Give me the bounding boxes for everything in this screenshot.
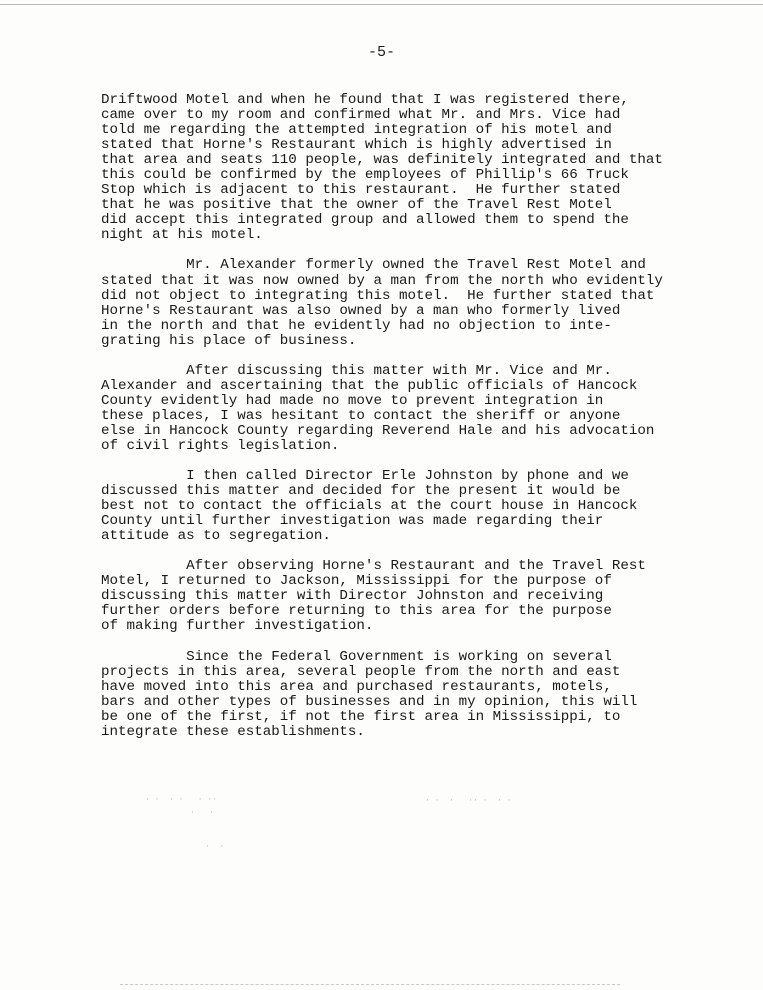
text-line: discussed this matter and decided for the present it would be [101,483,621,500]
text-line: stated that Horne's Restaurant which is highly advertised in [101,137,612,154]
text-line: bars and other types of businesses and in my opinion, this will [101,693,638,710]
text-line: in the north and that he evidently had no objection to inte- [101,317,612,334]
top-edge-rule [0,4,763,5]
scan-speckle: · · [205,842,225,851]
scan-speckle: · · · · · ·· [145,795,218,804]
text-line: told me regarding the attempted integration of his motel and [101,122,612,139]
text-line: County evidently had made no move to prevent integration in [101,392,604,409]
letter-body [101,93,721,755]
paragraph-4 [101,469,721,544]
text-line: this could be confirmed by the employees of Phillip's 66 Truck [101,167,629,184]
scan-speckle: · · · ·· · · · [425,796,512,805]
paragraph-6 [101,650,721,740]
text-line: of civil rights legislation. [101,437,340,454]
text-line: After observing Horne's Restaurant and the Travel Rest [101,558,646,575]
text-line: Horne's Restaurant was also owned by a man who formerly lived [101,302,621,319]
text-line: projects in this area, several people from the north and east [101,663,621,680]
text-line: these places, I was hesitant to contact the sheriff or anyone [101,407,621,424]
paragraph-2 [101,258,721,348]
paragraph-3 [101,364,721,454]
text-line: else in Hancock County regarding Reverend Hale and his advocation [101,422,655,439]
scan-speckle: · · [190,808,215,817]
text-line: Motel, I returned to Jackson, Mississippi for the purpose of [101,573,612,590]
text-line: County until further investigation was made regarding their [101,513,604,530]
text-line: attitude as to segregation. [101,528,331,545]
text-line: stated that it was now owned by a man from the north who evidently [101,272,663,289]
text-line: did not object to integrating this motel. He further stated that [101,287,655,304]
text-line: did accept this integrated group and allowed them to spend the [101,212,629,229]
text-line: be one of the first, if not the first area in Mississippi, to [101,708,621,725]
text-line: that he was positive that the owner of the Travel Rest Motel [101,197,612,214]
text-line: further orders before returning to this area for the purpose [101,603,612,620]
text-line: night at his motel. [101,227,263,244]
text-line: that area and seats 110 people, was definitely integrated and that [101,152,663,169]
text-line: best not to contact the officials at the court house in Hancock [101,498,638,515]
text-line: Since the Federal Government is working on several [101,648,612,665]
text-line: Stop which is adjacent to this restaurant. He further stated [101,182,621,199]
text-line: Mr. Alexander formerly owned the Travel Rest Motel and [101,257,646,274]
paragraph-5 [101,559,721,634]
text-line: discussing this matter with Director Johnston and receiving [101,588,604,605]
text-line: I then called Director Erle Johnston by phone and we [101,468,629,485]
text-line: Driftwood Motel and when he found that I was registered there, [101,92,629,108]
text-line: grating his place of business. [101,332,357,349]
text-line: integrate these establishments. [101,723,365,740]
text-line: After discussing this matter with Mr. Vice and Mr. [101,362,612,379]
text-line: came over to my room and confirmed what Mr. and Mrs. Vice had [101,107,621,124]
paragraph-1 [101,93,721,243]
text-line: Alexander and ascertaining that the public officials of Hancock [101,377,638,394]
bottom-edge-rule [120,984,620,985]
text-line: have moved into this area and purchased restaurants, motels, [101,678,612,695]
page-number: -5- [367,44,395,61]
text-line: of making further investigation. [101,618,374,635]
